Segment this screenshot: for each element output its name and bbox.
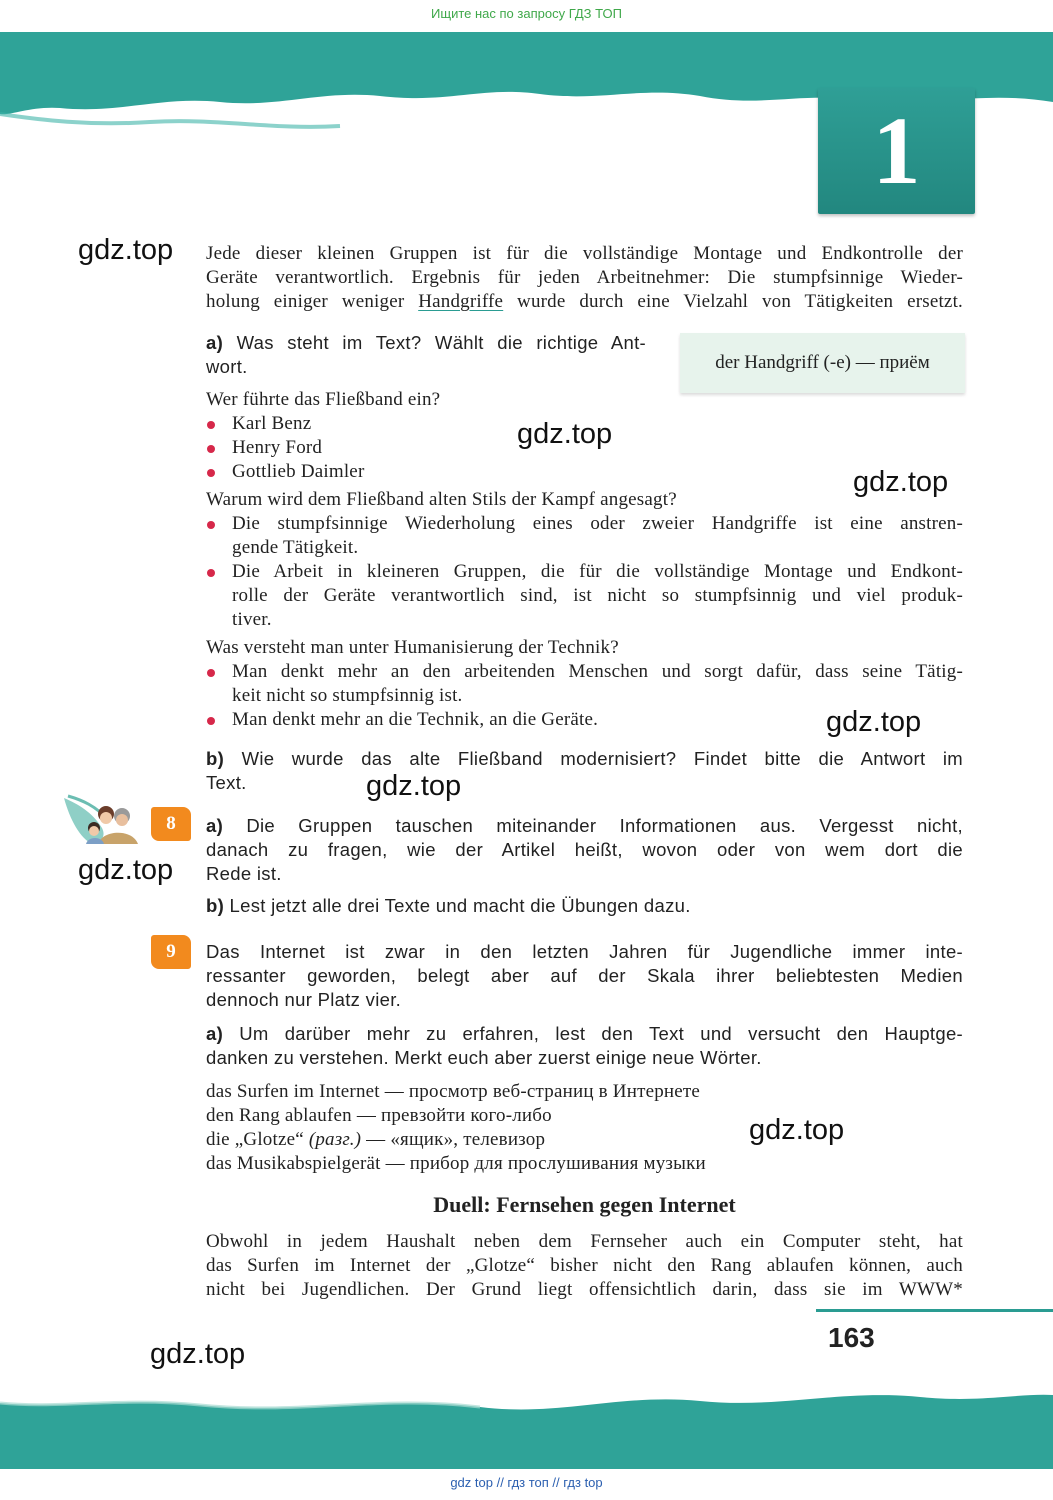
- watermark: gdz.top: [366, 770, 462, 802]
- question-text: Wer führte das Fließband ein?: [206, 389, 441, 410]
- task-b: b) Wie wurde das alte Fließband modernisiert? Findet bitte die Antwort im Text.: [206, 748, 963, 793]
- question-text: Warum wird dem Fließband alten Stils der Kampf angesagt?: [206, 489, 677, 510]
- task-a: a) Was steht im Text? Wählt die richtige Ant- wort.: [206, 332, 646, 377]
- intro-paragraph: Jede dieser kleinen Gruppen ist für die vollständige Montage und Endkontrolle der Geräte verantwortlich. Ergebnis für jeden Arbeitnehmer: Die stumpfsinnige Wieder- holung einiger weniger Handgriffe wurde durch eine Vielzahl von Tätigkeiten ersetzt.: [206, 243, 963, 312]
- watermark: gdz.top: [517, 418, 613, 450]
- watermark: gdz.top: [78, 854, 174, 886]
- exercise-9-task-a: a) Um darüber mehr zu erfahren, lest den Text und versucht den Hauptge- danken zu verstehen. Merkt euch aber zuerst einige neue Wörter.: [206, 1023, 963, 1068]
- chapter-number: 1: [818, 88, 975, 214]
- answer-option: Man denkt mehr an den arbeitenden Menschen und sorgt dafür, dass seine Tätig- keit nicht so stumpfsinnig ist.: [206, 660, 963, 708]
- answer-option: Man denkt mehr an die Technik, an die Geräte.: [206, 708, 963, 732]
- bottom-wave-banner: [0, 1375, 1053, 1469]
- footer-note: gdz top // гдз топ // гдз top: [450, 1475, 603, 1490]
- vocab-box: der Handgriff (-e) — приём: [680, 333, 965, 393]
- answer-option: Die Arbeit in kleineren Gruppen, die für die vollständige Montage und Endkont- rolle der Geräte verantwortlich sind, ist nicht so stumpfsinnig und viel produk- tiver.: [206, 560, 963, 632]
- vocab-entry: das Musikabspielgerät — прибор для прослушивания музыки: [206, 1153, 706, 1174]
- header-note: Ищите нас по запросу ГДЗ ТОП: [431, 6, 622, 21]
- exercise-8: a) Die Gruppen tauschen miteinander Informationen aus. Vergesst nicht, danach zu fragen, wie der Artikel heißt, wovon oder von wem dort die Rede ist. b) Lest jetzt alle drei Texte und macht die Übungen dazu.: [206, 815, 964, 916]
- vocab-entry: die „Glotze“ (разг.) — «ящик», телевизор: [206, 1129, 546, 1150]
- watermark: gdz.top: [78, 234, 174, 266]
- vocab-entry: das Surfen im Internet — просмотр веб-страниц в Интернете: [206, 1081, 701, 1102]
- exercise-8-badge: 8: [151, 807, 191, 841]
- exercise-9-intro: Das Internet ist zwar in den letzten Jahren für Jugendliche immer inte- ressanter geworden, belegt aber auf der Skala ihrer beliebtesten Medien dennoch nur Platz vier.: [206, 941, 963, 1010]
- page-number: 163: [828, 1322, 875, 1353]
- question-3: [206, 636, 963, 732]
- answer-option: Henry Ford: [206, 436, 963, 460]
- question-2: [206, 488, 963, 632]
- exercise-9-badge: 9: [151, 935, 191, 969]
- answer-option: Karl Benz: [206, 412, 963, 436]
- watermark: gdz.top: [826, 706, 922, 738]
- question-text: Was versteht man unter Humanisierung der Technik?: [206, 637, 619, 658]
- answer-option: Gottlieb Daimler: [206, 460, 963, 484]
- vocab-list: [206, 1080, 963, 1176]
- vocab-entry: den Rang ablaufen — превзойти кого-либо: [206, 1105, 552, 1126]
- page-number-rule: [816, 1309, 1053, 1312]
- watermark: gdz.top: [749, 1114, 845, 1146]
- vocab-word-handgriffe: Handgriffe: [418, 291, 504, 312]
- watermark: gdz.top: [853, 466, 949, 498]
- answer-option: Die stumpfsinnige Wiederholung eines oder zweier Handgriffe ist eine anstren- gende Tätigkeit.: [206, 512, 963, 560]
- question-1: [206, 388, 963, 484]
- watermark: gdz.top: [150, 1338, 246, 1370]
- article-title: Duell: Fernsehen gegen Internet: [433, 1192, 736, 1217]
- article-text: Obwohl in jedem Haushalt neben dem Fernseher auch ein Computer steht, hat das Surfen im Internet der „Glotze“ bisher nicht den Rang ablaufen können, auch nicht bei Jugendlichen. Der Grund liegt offensichtlich darin, dass sie im WWW*: [206, 1231, 963, 1300]
- group-work-icon: [62, 794, 144, 846]
